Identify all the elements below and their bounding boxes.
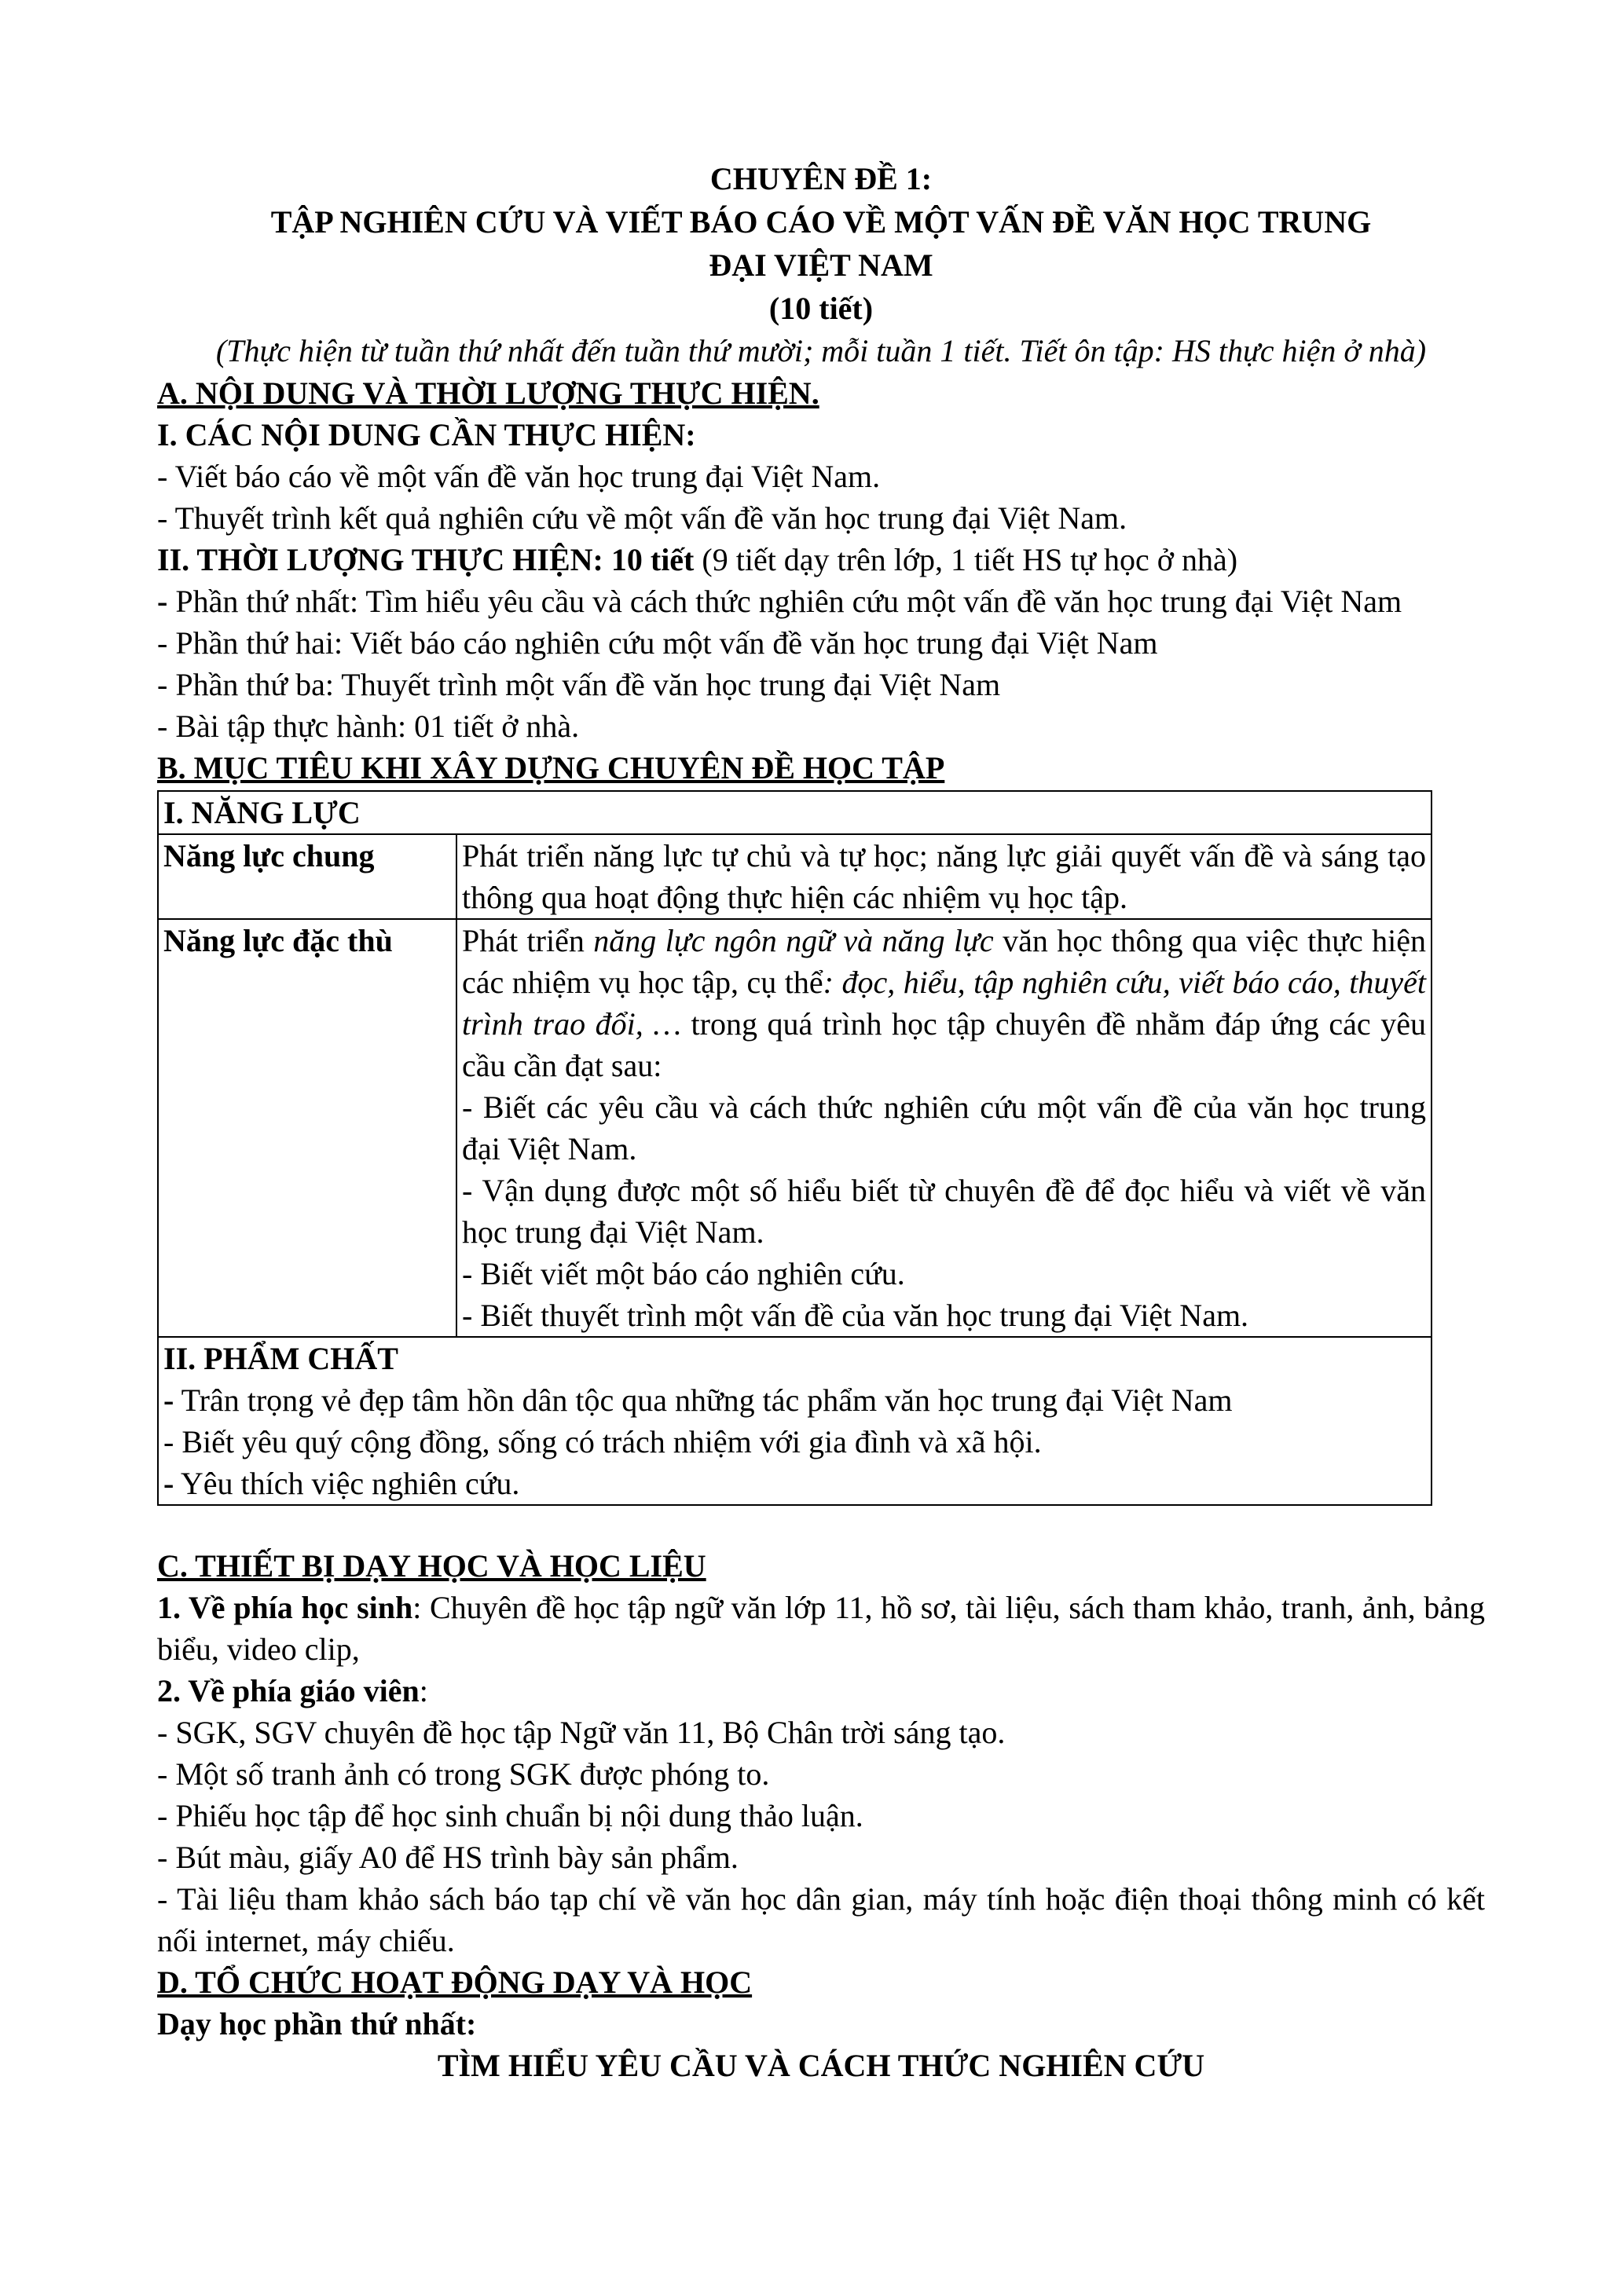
spacer bbox=[157, 1506, 1485, 1545]
specific-competency-intro bbox=[462, 920, 1426, 1086]
teacher-item: - Bút màu, giấy A0 để HS trình bày sản phẩm. bbox=[157, 1840, 739, 1875]
specific-competency-item: - Biết các yêu cầu và cách thức nghiên cứu một vấn đề của văn học trung đại Việt Nam. bbox=[462, 1089, 1426, 1166]
quality-text: Trân trọng vẻ đẹp tâm hồn dân tộc qua những tác phẩm văn học trung đại Việt Nam bbox=[174, 1382, 1233, 1418]
quality-dash: - bbox=[163, 1382, 174, 1418]
table-row bbox=[158, 1337, 1432, 1505]
part-one-dash: - bbox=[157, 584, 168, 619]
quality-dash: - bbox=[163, 1466, 174, 1501]
student-text: : Chuyên đề học tập ngữ văn lớp 11, hồ sơ, tài liệu, sách tham khảo, tranh, ảnh, bảng biểu, video clip, bbox=[157, 1590, 1485, 1667]
schedule-note: (Thực hiện từ tuần thứ nhất đến tuần thứ mười; mỗi tuần 1 tiết. Tiết ôn tập: HS thực hiện ở nhà) bbox=[215, 333, 1427, 368]
general-competency-label: Năng lực chung bbox=[158, 834, 456, 919]
intro-text-e: trong quá trình học tập chuyên đề nhằm đáp ứng các yêu cầu cần đạt sau: bbox=[462, 1006, 1426, 1083]
specific-competency-item: - Biết thuyết trình một vấn đề của văn học trung đại Việt Nam. bbox=[462, 1298, 1249, 1333]
table-row bbox=[158, 791, 1432, 834]
section-c-heading: C. THIẾT BỊ DẠY HỌC VÀ HỌC LIỆU bbox=[157, 1548, 706, 1584]
teacher-colon: : bbox=[419, 1673, 428, 1708]
section-a-sub2-heading bbox=[157, 539, 1485, 580]
quality-heading: II. PHẨM CHẤT bbox=[163, 1341, 398, 1376]
teacher-item: - Tài liệu tham khảo sách báo tạp chí về văn học dân gian, máy tính hoặc điện thoại thông minh có kết nối internet, máy chiếu. bbox=[157, 1881, 1485, 1958]
table-row bbox=[158, 919, 1432, 1337]
duration-heading-rest: (9 tiết dạy trên lớp, 1 tiết HS tự học ở nhà) bbox=[694, 542, 1238, 577]
table-row bbox=[158, 834, 1432, 919]
quality-text: Yêu thích việc nghiên cứu. bbox=[174, 1466, 520, 1501]
practice-item: - Bài tập thực hành: 01 tiết ở nhà. bbox=[157, 709, 580, 744]
competency-heading: I. NĂNG LỰC bbox=[158, 791, 1432, 834]
section-a-sub1-heading: I. CÁC NỘI DUNG CẦN THỰC HIỆN: bbox=[157, 417, 696, 452]
quality-cell bbox=[158, 1337, 1432, 1505]
periods-label: (10 tiết) bbox=[768, 291, 874, 326]
intro-text-b: năng lực ngôn ngữ và năng lực bbox=[593, 923, 994, 958]
section-a-item: - Viết báo cáo về một vấn đề văn học trung đại Việt Nam. bbox=[157, 459, 881, 494]
part-one-text: Phần thứ nhất: Tìm hiểu yêu cầu và cách thức nghiên cứu một vấn đề văn học trung đại Việt Nam bbox=[167, 584, 1402, 619]
quality-dash: - bbox=[163, 1424, 174, 1459]
quality-item bbox=[163, 1421, 1426, 1463]
part-one bbox=[157, 580, 1485, 622]
section-d-heading: D. TỔ CHỨC HOẠT ĐỘNG DẠY VÀ HỌC bbox=[157, 1965, 753, 2000]
part-two: - Phần thứ hai: Viết báo cáo nghiên cứu một vấn đề văn học trung đại Việt Nam bbox=[157, 625, 1158, 661]
duration-heading-bold: II. THỜI LƯỢNG THỰC HIỆN: 10 tiết bbox=[157, 542, 695, 577]
student-label: 1. Về phía học sinh bbox=[157, 1590, 413, 1625]
quality-item bbox=[163, 1463, 1426, 1504]
document-page bbox=[157, 157, 1485, 2086]
teacher-item: - Phiếu học tập để học sinh chuẩn bị nội dung thảo luận. bbox=[157, 1798, 863, 1833]
part-label: Dạy học phần thứ nhất: bbox=[157, 2006, 477, 2041]
quality-item bbox=[163, 1379, 1426, 1421]
specific-competency-label: Năng lực đặc thù bbox=[158, 919, 456, 1337]
teacher-materials-heading bbox=[157, 1670, 1485, 1712]
part-three: - Phần thứ ba: Thuyết trình một vấn đề văn học trung đại Việt Nam bbox=[157, 667, 1001, 702]
teacher-label: 2. Về phía giáo viên bbox=[157, 1673, 420, 1708]
intro-text-c: văn học thông qua việc thực hiện các nhiệm vụ học tập, cụ thể bbox=[462, 923, 1426, 1000]
part-title: TÌM HIỂU YÊU CẦU VÀ CÁCH THỨC NGHIÊN CỨU bbox=[437, 2048, 1205, 2083]
specific-competency-item: - Biết viết một báo cáo nghiên cứu. bbox=[462, 1256, 905, 1291]
section-b-heading: B. MỤC TIÊU KHI XÂY DỰNG CHUYÊN ĐỀ HỌC TẬP bbox=[157, 750, 945, 785]
section-a-heading: A. NỘI DUNG VÀ THỜI LƯỢNG THỰC HIỆN. bbox=[157, 375, 819, 411]
specific-competency-cell bbox=[456, 919, 1432, 1337]
title-line-1: TẬP NGHIÊN CỨU VÀ VIẾT BÁO CÁO VỀ MỘT VẤN ĐỀ VĂN HỌC TRUNG bbox=[270, 204, 1372, 240]
intro-text-d: : đọc, hiểu, tập nghiên cứu, viết báo cáo, thuyết trình trao đổi, … bbox=[462, 965, 1427, 1042]
specific-competency-item: - Vận dụng được một số hiểu biết từ chuyên đề để đọc hiểu và viết về văn học trung đại Việt Nam. bbox=[462, 1173, 1426, 1250]
teacher-item: - SGK, SGV chuyên đề học tập Ngữ văn 11, Bộ Chân trời sáng tạo. bbox=[157, 1715, 1006, 1750]
student-materials bbox=[157, 1587, 1485, 1670]
title-line-2: ĐẠI VIỆT NAM bbox=[709, 247, 933, 283]
teacher-item: - Một số tranh ảnh có trong SGK được phóng to. bbox=[157, 1756, 770, 1792]
general-competency-text: Phát triển năng lực tự chủ và tự học; năng lực giải quyết vấn đề và sáng tạo thông qua hoạt động thực hiện các nhiệm vụ học tập. bbox=[456, 834, 1432, 919]
competency-table bbox=[157, 790, 1432, 1506]
section-a-item: - Thuyết trình kết quả nghiên cứu về một vấn đề văn học trung đại Việt Nam. bbox=[157, 500, 1127, 536]
quality-text: Biết yêu quý cộng đồng, sống có trách nhiệm với gia đình và xã hội. bbox=[174, 1424, 1042, 1459]
intro-text-a: Phát triển bbox=[462, 923, 594, 958]
topic-label: CHUYÊN ĐỀ 1: bbox=[709, 161, 933, 196]
